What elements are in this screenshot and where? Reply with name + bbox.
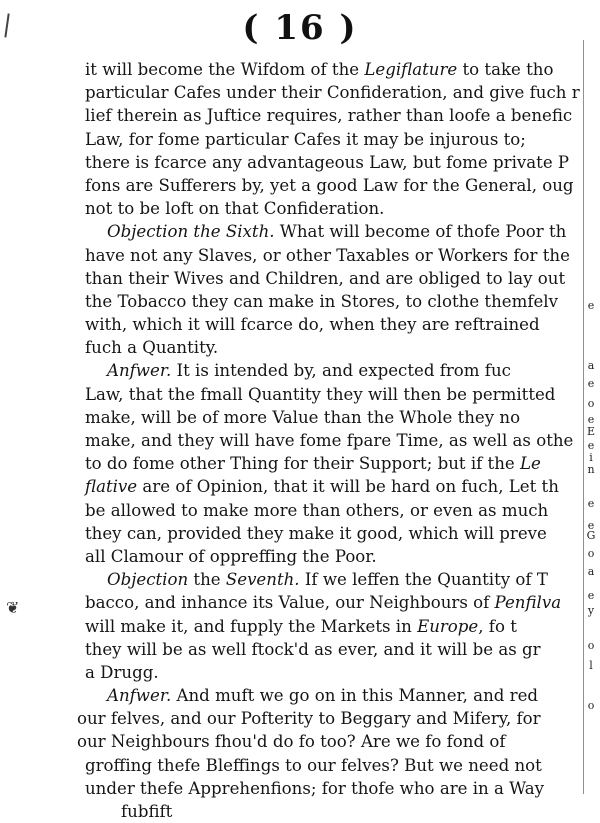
italic-segment: Legiflature [364, 60, 458, 79]
margin-ornament: ❦ [6, 598, 20, 617]
text-segment: , fo t [478, 616, 517, 636]
text-segment: make, and they will have fome fpare Time, as well as othe [85, 431, 574, 450]
text-line [85, 336, 600, 359]
text-line [85, 359, 600, 382]
text-segment: it will become the Wifdom of the [85, 60, 365, 79]
text-line [85, 104, 600, 127]
text-segment: will make it, and fupply the Markets in [85, 616, 418, 636]
text-segment: are of Opinion, that it will be hard on fuch, Let th [137, 477, 559, 497]
edge-glyph: o [587, 699, 595, 712]
page-number: ( 16 ) [242, 8, 358, 48]
text-line [85, 565, 600, 591]
edge-glyph: G [586, 529, 596, 542]
edge-glyph: i [589, 451, 593, 464]
edge-glyph: y [587, 604, 595, 617]
italic-segment: Objection [107, 570, 189, 590]
text-line [85, 754, 600, 777]
text-segment: fons are Sufferers by, yet a good Law for the General, oug [85, 175, 574, 195]
text-segment: have not any Slaves, or other Taxables or Workers for the [85, 245, 570, 265]
text-line [85, 684, 600, 707]
text-line [85, 591, 600, 617]
text-segment: Law, for fome particular Cafes it may be injurous to; [85, 129, 526, 149]
text-segment: the Tobacco they can make in Stores, to clothe themfelv [85, 291, 558, 311]
text-line [85, 429, 600, 452]
right-page-edge [582, 0, 600, 794]
edge-glyph: e [587, 299, 595, 312]
text-line [85, 383, 600, 406]
text-line [85, 638, 600, 661]
text-line [85, 290, 600, 313]
text-segment: the [188, 570, 226, 590]
text-line [85, 777, 600, 800]
text-segment: be allowed to make more than others, or even as much [85, 500, 549, 520]
text-segment: they can, provided they make it good, which will preve [85, 523, 547, 543]
text-segment: fuch a Quantity. [85, 338, 219, 358]
text-segment: fubfift [121, 802, 173, 821]
text-line [85, 406, 600, 429]
edge-glyph: o [587, 639, 595, 652]
edge-glyph: e [587, 413, 595, 426]
text-line [77, 730, 600, 753]
text-line [85, 499, 600, 522]
text-line [85, 615, 600, 638]
edge-glyph: e [587, 589, 595, 602]
text-line [85, 58, 600, 81]
edge-glyph: e [587, 497, 595, 510]
text-segment: It is intended by, and expected from fuc [171, 361, 511, 381]
text-line [85, 151, 600, 174]
edge-glyph: a [587, 359, 595, 372]
text-line [85, 81, 600, 104]
text-line [85, 128, 600, 151]
text-segment: What will become of thofe Poor th [274, 222, 567, 242]
edge-glyph: E [586, 425, 596, 438]
text-line [77, 707, 600, 730]
text-segment: to take tho [457, 60, 554, 79]
text-line [85, 661, 600, 684]
text-segment: than their Wives and Children, and are obliged to lay out [85, 268, 566, 288]
text-line [85, 475, 600, 498]
edge-glyph: n [587, 463, 595, 476]
text-line [85, 313, 600, 336]
text-segment: under thefe Apprehenfions; for thofe who are in a Way [85, 778, 545, 798]
edge-glyph: a [587, 565, 595, 578]
text-line [85, 545, 600, 568]
text-segment: If we leffen the Quantity of T [299, 570, 548, 590]
page-text [77, 58, 600, 821]
text-line [85, 197, 600, 220]
text-segment: make, will be of more Value than the Whole they no [85, 407, 521, 427]
text-segment: bacco, and inhance its Value, our Neighbours of [85, 593, 495, 613]
italic-segment: Penfilva [494, 593, 562, 613]
italic-segment: flative [85, 477, 138, 497]
italic-segment: Seventh. [225, 570, 300, 590]
text-segment: a Drugg. [85, 662, 159, 682]
italic-segment: Anfwer. [107, 686, 172, 706]
italic-segment: Anfwer. [107, 361, 172, 381]
text-line [85, 267, 600, 290]
text-segment: to do fome other Thing for their Support; but if the [85, 454, 521, 474]
text-line [85, 800, 600, 823]
edge-glyph: e [587, 439, 595, 452]
text-line [85, 244, 600, 267]
text-line [85, 452, 600, 475]
text-segment: lief therein as Juftice requires, rather than loofe a benefic [85, 106, 573, 126]
text-segment: Law, that the fmall Quantity they will then be permitted [85, 384, 556, 404]
text-line [85, 174, 600, 197]
text-segment: And muft we go on in this Manner, and red [171, 686, 539, 706]
italic-segment: Objection the Sixth. [107, 222, 275, 242]
text-segment: they will be as well ftock'd as ever, and it will be as gr [85, 639, 541, 659]
edge-glyph: e [587, 519, 595, 532]
text-segment: groffing thefe Bleffings to our felves? But we need not [85, 755, 542, 775]
edge-glyph: e [587, 377, 595, 390]
text-segment: our Neighbours fhou'd do fo too? Are we fo fond of [77, 732, 506, 752]
text-segment: with, which it will fcarce do, when they are reftrained [85, 315, 540, 335]
text-segment: particular Cafes under their Confideration, and give fuch r [85, 83, 580, 103]
text-segment: not to be loft on that Confideration. [85, 199, 385, 219]
text-segment: our felves, and our Pofterity to Beggary and Mifery, for [77, 709, 541, 729]
text-segment: all Clamour of oppreffing the Poor. [85, 546, 377, 566]
italic-segment: Europe [417, 616, 479, 636]
edge-glyph: o [587, 547, 595, 560]
text-segment: there is fcarce any advantageous Law, but fome private P [85, 152, 570, 172]
edge-glyph: l [589, 659, 593, 672]
italic-segment: Le [520, 454, 541, 474]
edge-glyph: o [587, 397, 595, 410]
text-line [85, 220, 600, 243]
text-line [85, 519, 600, 545]
